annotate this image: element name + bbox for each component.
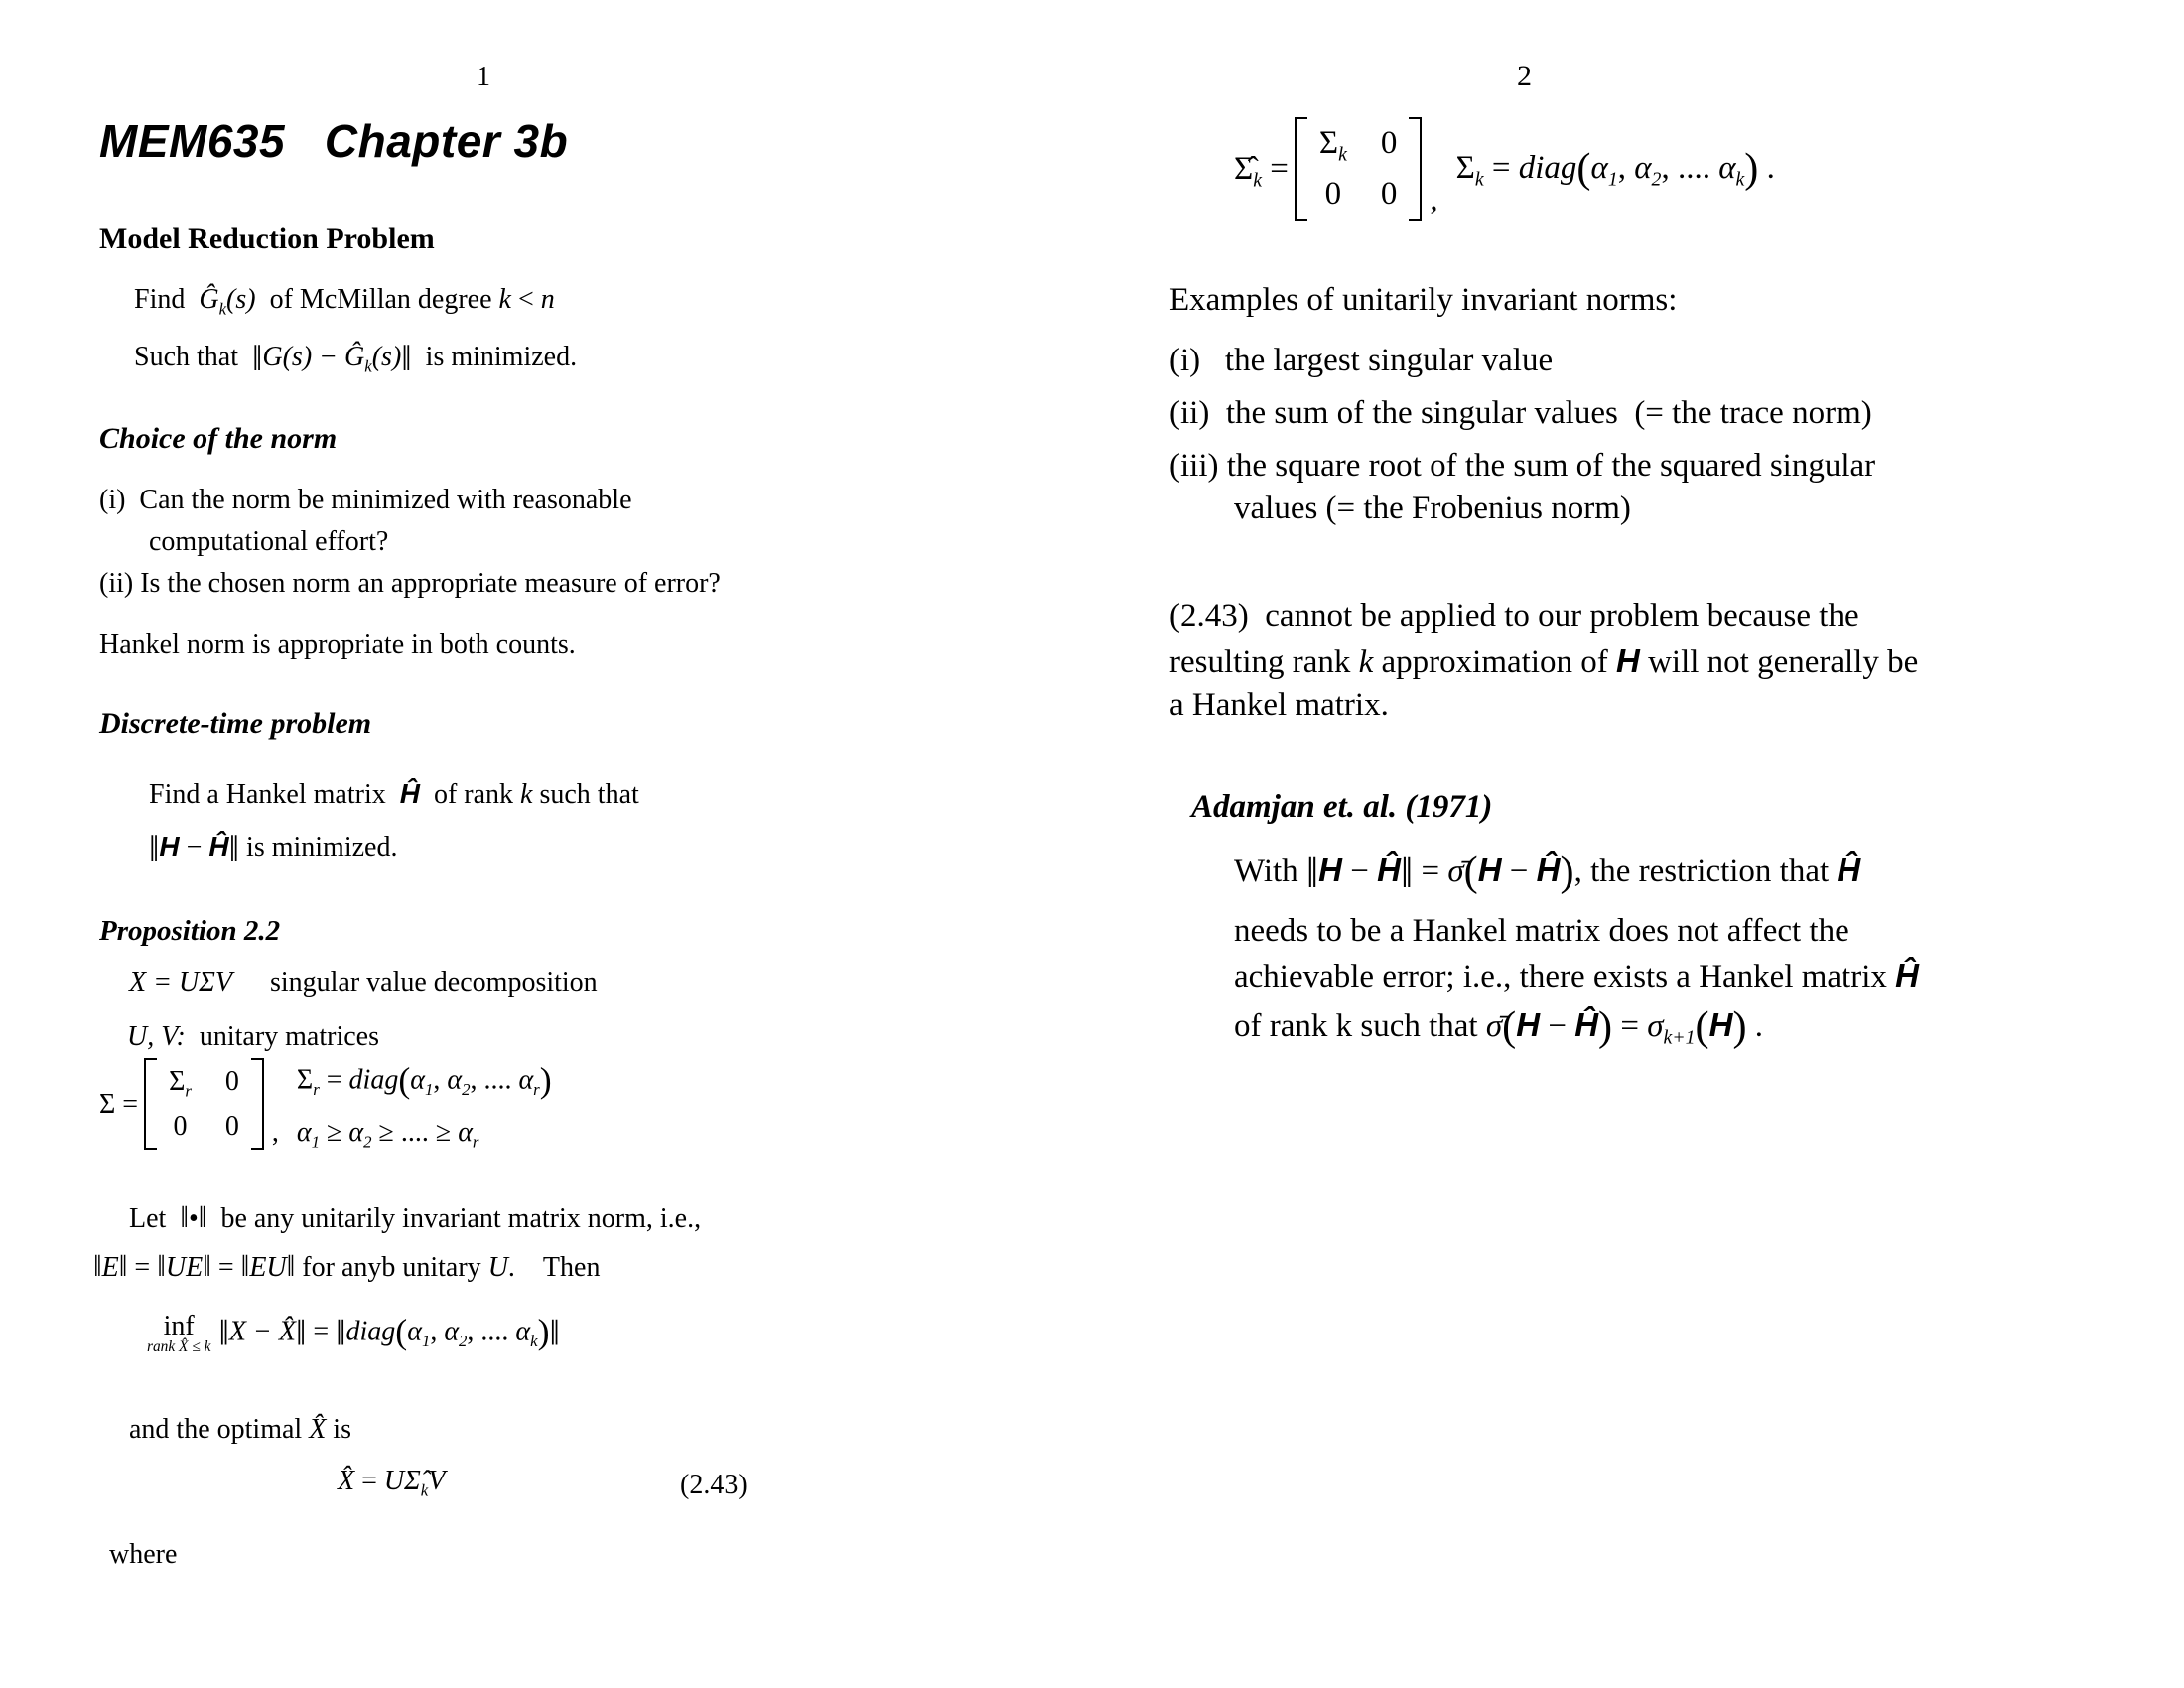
subscript: k bbox=[218, 299, 227, 319]
matrix-cell: 0 bbox=[1380, 125, 1398, 161]
page2-number: 2 bbox=[1517, 60, 1532, 92]
comma: , bbox=[1430, 182, 1438, 218]
line-sigma-order bbox=[297, 1115, 552, 1150]
frag: = bbox=[1612, 1007, 1648, 1044]
frag: = bbox=[1483, 149, 1519, 186]
frag: Σ bbox=[1318, 125, 1339, 161]
svd-equation: X = UΣV bbox=[129, 967, 232, 998]
frag: α bbox=[444, 1316, 460, 1347]
frag: With bbox=[1234, 852, 1306, 889]
norm-bars: ‖ bbox=[93, 1249, 102, 1283]
frag: Σ bbox=[1455, 149, 1475, 186]
frag: will not generally be bbox=[1639, 644, 1919, 680]
subscript: r bbox=[185, 1081, 192, 1101]
line-find-hankel-2 bbox=[149, 826, 397, 872]
bracket-right bbox=[1409, 117, 1422, 221]
norm-bars: ‖ bbox=[198, 1200, 207, 1234]
example-ii: (ii) the sum of the singular values (= the trace norm) bbox=[1169, 395, 1872, 431]
frag: for anyb unitary bbox=[295, 1252, 488, 1283]
para-adamjan-line1 bbox=[1234, 846, 1860, 900]
heading-adamjan: Adamjan et. al. (1971) bbox=[1191, 789, 1493, 825]
line-let-norm bbox=[129, 1198, 701, 1236]
h-hat-matrix: Ĥ bbox=[1837, 850, 1861, 888]
frag: (s) bbox=[371, 341, 402, 372]
frag: = bbox=[1413, 852, 1448, 889]
subscript: k bbox=[420, 1480, 429, 1500]
frag: Find a Hankel matrix bbox=[149, 779, 400, 810]
norm-bars: ‖ bbox=[286, 1249, 296, 1283]
frag: α bbox=[296, 1116, 312, 1148]
frag: k bbox=[520, 779, 533, 810]
frag: = bbox=[354, 1466, 384, 1496]
frag: − bbox=[179, 831, 209, 863]
norm-bars: ‖ bbox=[157, 1249, 166, 1283]
formula-sigma-block bbox=[99, 1058, 552, 1150]
para-243-line2 bbox=[1169, 640, 1918, 683]
list-item-i-line1: (i) Can the norm be minimized with reasonable bbox=[99, 485, 632, 515]
comma: , bbox=[271, 1117, 279, 1148]
diag-operator: diag bbox=[345, 1316, 396, 1347]
para-adamjan-line4 bbox=[1234, 1001, 1763, 1054]
bracket-left bbox=[144, 1058, 157, 1150]
formula-inf-rank bbox=[147, 1309, 560, 1356]
subscript: 1 bbox=[1607, 168, 1618, 191]
norm-bars: ‖ bbox=[240, 1249, 250, 1283]
norm-bars: ‖ bbox=[1400, 849, 1414, 897]
frag: approximation of bbox=[1373, 644, 1616, 680]
frag: E bbox=[101, 1252, 119, 1283]
course-title: MEM635 Chapter 3b bbox=[99, 115, 569, 167]
inf-constraint: rank X̂ ≤ k bbox=[147, 1338, 211, 1355]
h-matrix: H bbox=[1477, 850, 1502, 888]
frag: is minimized. bbox=[239, 831, 398, 863]
paren: ) bbox=[1744, 144, 1759, 192]
sigma-bar-operator: σ̄ bbox=[1485, 1007, 1503, 1044]
paren: ( bbox=[1576, 144, 1591, 192]
h-hat-matrix: Ĥ bbox=[1377, 850, 1401, 888]
frag: V bbox=[428, 1466, 446, 1496]
matrix-2x2 bbox=[144, 1058, 264, 1150]
frag: (s) bbox=[226, 284, 256, 315]
line-norm-invariance bbox=[93, 1247, 600, 1285]
frag: α bbox=[1718, 149, 1736, 186]
paren: ) bbox=[539, 1060, 552, 1101]
frag: α bbox=[518, 1064, 534, 1096]
norm-bars: ‖ bbox=[295, 1312, 307, 1353]
norm-bars: ‖ bbox=[228, 828, 240, 869]
paren: ( bbox=[398, 1060, 411, 1101]
matrix-2x2 bbox=[1295, 117, 1423, 221]
inf-label: inf bbox=[163, 1311, 195, 1341]
frag: k bbox=[498, 284, 511, 315]
para-adamjan-line2: needs to be a Hankel matrix does not affect the bbox=[1234, 914, 1849, 949]
heading-examples: Examples of unitarily invariant norms: bbox=[1169, 282, 1678, 318]
matrix-cell: 0 bbox=[1380, 176, 1398, 212]
frag: EU bbox=[249, 1252, 287, 1283]
frag: Then bbox=[514, 1252, 601, 1283]
x-hat-variable: X̂ bbox=[309, 1414, 327, 1445]
frag: = bbox=[306, 1316, 337, 1347]
h-matrix: H bbox=[1615, 642, 1640, 679]
frag: Such that bbox=[134, 341, 252, 372]
frag: , bbox=[433, 1064, 448, 1096]
formula-sigma-hat-block bbox=[1234, 117, 1775, 221]
frag: α bbox=[407, 1316, 422, 1347]
frag: U, V: bbox=[127, 1021, 186, 1052]
frag: , the restriction that bbox=[1573, 852, 1838, 889]
frag: α bbox=[447, 1064, 463, 1096]
norm-bars: ‖ bbox=[149, 828, 160, 869]
subscript: r bbox=[472, 1132, 479, 1152]
frag: α bbox=[1634, 149, 1652, 186]
paren: ( bbox=[1695, 1003, 1709, 1050]
matrix-grid bbox=[1307, 117, 1410, 221]
line-find-degree bbox=[134, 282, 555, 317]
example-iii-line1: (iii) the square root of the sum of the squared singular bbox=[1169, 448, 1876, 484]
frag: − bbox=[1501, 852, 1537, 889]
frag: Let bbox=[129, 1203, 181, 1234]
matrix-cell bbox=[169, 1064, 192, 1099]
frag: X − X̂ bbox=[228, 1316, 296, 1347]
bracket-right bbox=[251, 1058, 264, 1150]
inf-operator bbox=[147, 1309, 210, 1356]
frag: and the optimal bbox=[129, 1414, 310, 1445]
subscript: k bbox=[1253, 169, 1262, 192]
subscript: 2 bbox=[1651, 168, 1662, 191]
h-matrix: H bbox=[1708, 1005, 1733, 1043]
line-find-hankel-1 bbox=[149, 776, 639, 812]
matrix-cell: 0 bbox=[224, 1066, 239, 1097]
paren: ) bbox=[537, 1311, 550, 1351]
frag: , bbox=[1617, 149, 1635, 186]
para-243-line3: a Hankel matrix. bbox=[1169, 687, 1389, 723]
subscript: k bbox=[1735, 168, 1745, 191]
heading-proposition-2-2: Proposition 2.2 bbox=[99, 915, 281, 947]
frag: such that bbox=[532, 779, 639, 810]
line-optimal-x bbox=[129, 1412, 351, 1447]
matrix-cell bbox=[1319, 123, 1347, 164]
h-hat-matrix: Ĥ bbox=[1895, 957, 1919, 994]
h-matrix: H bbox=[1516, 1005, 1541, 1043]
frag: Find bbox=[134, 284, 200, 315]
line-such-that bbox=[134, 336, 577, 381]
frag: α bbox=[458, 1116, 473, 1148]
svd-label: singular value decomposition bbox=[269, 967, 598, 998]
frag: achievable error; i.e., there exists a Hankel matrix bbox=[1234, 959, 1896, 995]
frag: α bbox=[410, 1064, 425, 1096]
frag: = bbox=[127, 1252, 158, 1283]
paren: ) bbox=[1560, 848, 1574, 896]
paren: ( bbox=[1502, 1003, 1517, 1050]
paren: ) bbox=[1598, 1003, 1613, 1050]
h-hat-matrix: Ĥ bbox=[208, 830, 229, 862]
frag: G(s) − Ĝ bbox=[262, 341, 365, 372]
frag: of McMillan degree bbox=[255, 284, 499, 315]
bullet-dot: • bbox=[188, 1203, 199, 1234]
frag: − bbox=[1540, 1007, 1575, 1044]
frag: resulting rank bbox=[1169, 644, 1359, 680]
subscript: 2 bbox=[459, 1331, 468, 1350]
eq-243-label: (2.43) bbox=[680, 1470, 748, 1500]
sigma-definitions bbox=[297, 1058, 552, 1150]
norm-bars: ‖ bbox=[1305, 849, 1319, 897]
frag: UE bbox=[165, 1252, 204, 1283]
frag: ≥ bbox=[320, 1116, 349, 1148]
paren: ) bbox=[1732, 1003, 1747, 1050]
list-item-i-line2: computational effort? bbox=[149, 526, 389, 557]
line-sigma-diag bbox=[297, 1058, 552, 1103]
subscript: 1 bbox=[424, 1080, 434, 1100]
frag: U bbox=[487, 1252, 508, 1283]
formula-eq-243 bbox=[338, 1464, 445, 1498]
subscript: 1 bbox=[311, 1132, 321, 1152]
example-i: (i) the largest singular value bbox=[1169, 343, 1554, 378]
frag: . bbox=[1746, 1007, 1764, 1044]
line-unitary-matrices bbox=[127, 1019, 379, 1054]
subscript: 1 bbox=[421, 1331, 431, 1350]
frag: is minimized. bbox=[411, 341, 578, 372]
frag: n bbox=[540, 284, 555, 315]
norm-bars: ‖ bbox=[401, 338, 412, 378]
frag: Σ bbox=[296, 1064, 314, 1096]
list-item-ii: (ii) Is the chosen norm an appropriate measure of error? bbox=[99, 568, 721, 599]
paren: ( bbox=[1463, 848, 1478, 896]
subscript: r bbox=[533, 1080, 540, 1100]
h-matrix: H bbox=[159, 830, 180, 862]
frag: k bbox=[1358, 644, 1374, 680]
subscript: k bbox=[530, 1331, 538, 1350]
frag: = bbox=[319, 1064, 349, 1096]
diag-operator: diag bbox=[348, 1064, 399, 1096]
subscript: k bbox=[364, 356, 372, 376]
matrix-grid bbox=[157, 1058, 251, 1150]
subscript: r bbox=[313, 1080, 320, 1100]
para-243-line1: (2.43) cannot be applied to our problem because the bbox=[1169, 598, 1859, 633]
heading-discrete-time: Discrete-time problem bbox=[99, 707, 372, 740]
frag: of rank bbox=[419, 779, 521, 810]
subscript: k bbox=[1338, 143, 1347, 166]
frag: be any unitarily invariant matrix norm, i.e., bbox=[206, 1203, 702, 1234]
frag: . bbox=[507, 1252, 515, 1283]
h-hat-matrix: Ĥ bbox=[1536, 850, 1561, 888]
subscript: k bbox=[1474, 168, 1484, 191]
matrix-cell: 0 bbox=[224, 1111, 239, 1142]
subscript: k+1 bbox=[1663, 1026, 1696, 1049]
heading-model-reduction: Model Reduction Problem bbox=[99, 222, 435, 255]
frag: is bbox=[326, 1414, 351, 1445]
matrix-cell: 0 bbox=[173, 1111, 188, 1142]
frag: . bbox=[1758, 149, 1775, 186]
g-hat-variable: Ĝ bbox=[199, 284, 219, 315]
paren: ( bbox=[395, 1311, 408, 1351]
sigma-lhs: Σ = bbox=[99, 1088, 139, 1120]
sigma-hat-lhs bbox=[1234, 149, 1289, 190]
frag: ≥ .... ≥ bbox=[371, 1116, 459, 1148]
norm-bars: ‖ bbox=[218, 1312, 229, 1353]
page1-number: 1 bbox=[477, 62, 490, 92]
frag: Σ bbox=[169, 1066, 186, 1097]
note-hankel-norm: Hankel norm is appropriate in both counts. bbox=[99, 630, 576, 660]
frag: unitary matrices bbox=[185, 1021, 379, 1052]
example-iii-line2: values (= the Frobenius norm) bbox=[1234, 491, 1631, 526]
frag: , .... bbox=[470, 1064, 519, 1096]
norm-bars: ‖ bbox=[180, 1200, 189, 1234]
norm-bars: ‖ bbox=[336, 1312, 346, 1353]
frag: Σ̂ bbox=[1234, 150, 1254, 187]
frag: α bbox=[515, 1316, 531, 1347]
frag: − bbox=[1342, 852, 1378, 889]
frag: UΣ̂ bbox=[383, 1466, 421, 1496]
subscript: 2 bbox=[462, 1080, 471, 1100]
frag: = bbox=[1262, 150, 1289, 187]
line-svd bbox=[129, 965, 598, 1000]
line-sigma-k-diag bbox=[1456, 143, 1775, 196]
norm-bars: ‖ bbox=[118, 1249, 128, 1283]
h-hat-matrix: Ĥ bbox=[1574, 1005, 1599, 1043]
inf-equation bbox=[218, 1310, 559, 1356]
sigma-operator: σ bbox=[1647, 1007, 1664, 1044]
frag: < bbox=[510, 284, 541, 315]
frag: , .... bbox=[1661, 149, 1719, 186]
sigma-bar-operator: σ̄ bbox=[1447, 852, 1464, 889]
para-adamjan-line3 bbox=[1234, 955, 1919, 998]
frag: , .... bbox=[467, 1316, 516, 1347]
norm-bars: ‖ bbox=[549, 1312, 560, 1353]
bracket-left bbox=[1295, 117, 1307, 221]
norm-bars: ‖ bbox=[203, 1249, 211, 1283]
frag: α bbox=[1590, 149, 1608, 186]
line-where: where bbox=[109, 1539, 178, 1570]
matrix-cell: 0 bbox=[1324, 176, 1342, 212]
h-hat-matrix: Ĥ bbox=[399, 778, 420, 809]
subscript: 2 bbox=[363, 1132, 372, 1152]
h-matrix: H bbox=[1318, 850, 1342, 888]
heading-choice-of-norm: Choice of the norm bbox=[99, 422, 338, 455]
frag: = bbox=[210, 1252, 241, 1283]
x-hat-variable: X̂ bbox=[338, 1466, 355, 1496]
diag-operator: diag bbox=[1518, 149, 1577, 186]
frag: α bbox=[348, 1116, 364, 1148]
frag: of rank k such that bbox=[1234, 1007, 1486, 1044]
norm-bars: ‖ bbox=[252, 338, 263, 378]
frag: , bbox=[430, 1316, 445, 1347]
